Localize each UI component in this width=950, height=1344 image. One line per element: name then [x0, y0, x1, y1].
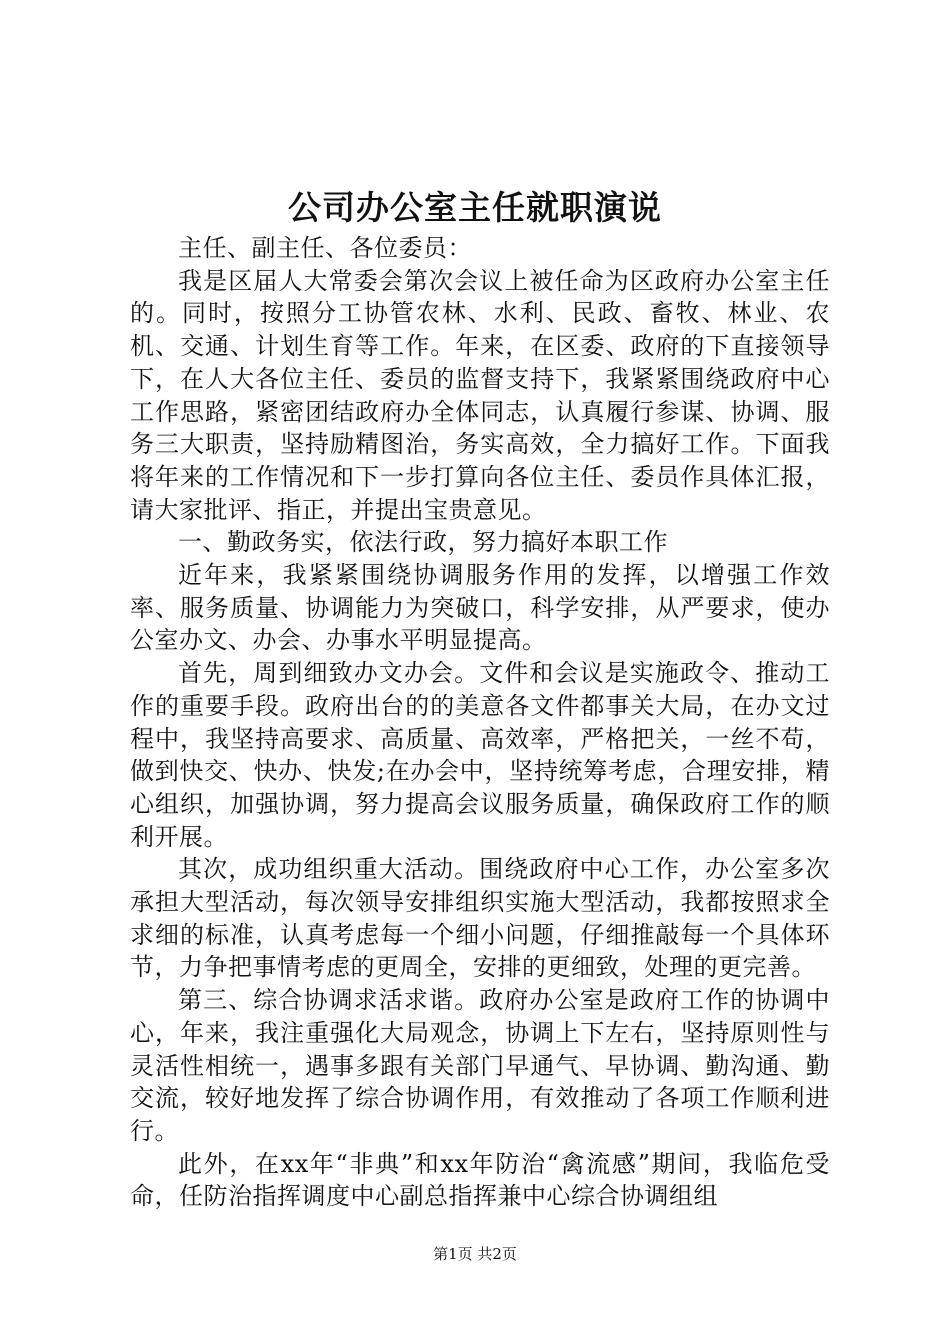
body-paragraph: 近年来，我紧紧围绕协调服务作用的发挥，以增强工作效率、服务质量、协调能力为突破口，科学安排，从严要求，使办公室办文、办会、办事水平明显提高。	[130, 561, 830, 655]
body-paragraph: 我是区届人大常委会第次会议上被任命为区政府办公室主任的。同时，按照分工协管农林、水利、民政、畜牧、林业、农机、交通、计划生育等工作。年来，在区委、政府的下直接领导下，在人大各位主任、委员的监督支持下，我紧紧围绕政府中心工作思路，紧密团结政府办全体同志，认真履行参谋、协调、服务三大职责，坚持励精图治，务实高效，全力搞好工作。下面我将年来的工作情况和下一步打算向各位主任、委员作具体汇报，请大家批评、指正，并提出宝贵意见。	[130, 266, 830, 524]
page-footer: 第1页 共2页	[433, 1245, 517, 1263]
body-paragraph: 其次，成功组织重大活动。围绕政府中心工作，办公室多次承担大型活动，每次领导安排组织实施大型活动，我都按照求全求细的标准，认真考虑每一个细小问题，仔细推敲每一个具体环节，力争把事情考虑的更周全，安排的更细致，处理的更完善。	[130, 855, 830, 982]
section-heading: 一、勤政务实，依法行政，努力搞好本职工作	[178, 528, 668, 557]
document-title: 公司办公室主任就职演说	[288, 188, 662, 227]
body-paragraph: 此外，在xx年“非典”和xx年防治“禽流感”期间，我临危受命，任防治指挥调度中心副总指挥兼中心综合协调组组	[130, 1149, 830, 1211]
salutation-paragraph: 主任、副主任、各位委员：	[178, 234, 472, 262]
body-paragraph: 首先，周到细致办文办会。文件和会议是实施政令、推动工作的重要手段。政府出台的的美意各文件都事关大局，在办文过程中，我坚持高要求、高质量、高效率，严格把关，一丝不苟，做到快交、快办、快发;在办会中，坚持统筹考虑，合理安排，精心组织，加强协调，努力提高会议服务质量，确保政府工作的顺利开展。	[130, 659, 830, 851]
document-body	[130, 232, 830, 1213]
body-paragraph: 第三、综合协调求活求谐。政府办公室是政府工作的协调中心，年来，我注重强化大局观念，协调上下左右，坚持原则性与灵活性相统一，遇事多跟有关部门早通气、早协调、勤沟通、勤交流，较好地发挥了综合协调作用，有效推动了各项工作顺利进行。	[130, 986, 830, 1145]
